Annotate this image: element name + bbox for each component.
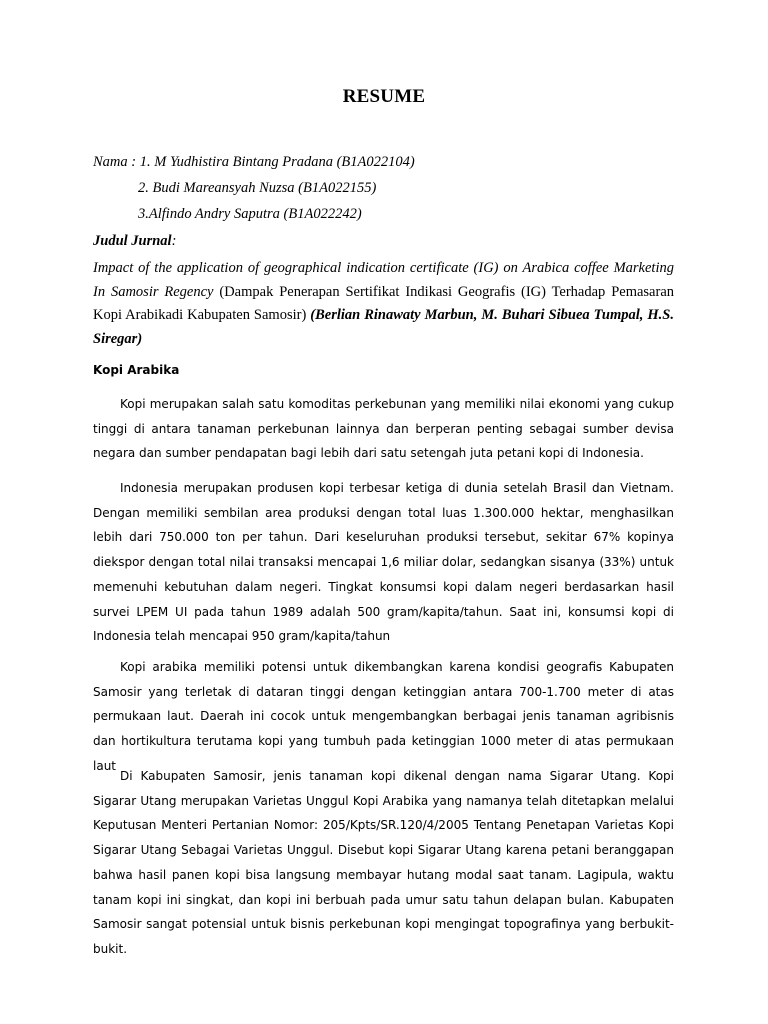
names-label: Nama : — [93, 154, 140, 170]
name-item-2: 2. Budi Mareansyah Nuzsa (B1A022155) — [138, 180, 377, 196]
paragraph-3: Kopi arabika memiliki potensi untuk dikembangkan karena kondisi geografis Kabupaten Samosir yang terletak di dataran tinggi dengan ketinggian antara 700-1.700 meter di atas permukaan laut. Daerah ini cocok untuk mengembangkan berbagai jenis tanaman agribisnis dan hortikultura terutama kopi yang tumbuh pada ketinggian 1000 meter di atas permukaan laut — [93, 660, 674, 773]
paragraph-4: Di Kabupaten Samosir, jenis tanaman kopi dikenal dengan nama Sigarar Utang. Kopi Sigarar Utang merupakan Varietas Unggul Kopi Arabika yang namanya telah ditetapkan melalui Keputusan Menteri Pertanian Nomor: 205/Kpts/SR.120/4/2005 Tentang Penetapan Varietas Kopi Sigarar Utang Sebagai Varietas Unggul. Disebut kopi Sigarar Utang karena petani beranggapan bahwa hasil panen kopi bisa langsung membayar hutang modal saat tanam. Lagipula, waktu tanam kopi ini singkat, dan kopi ini berbuah pada umur satu tahun delapan bulan. Kabupaten Samosir sangat potensial untuk bisnis perkebunan kopi mengingat topografinya yang berbukit-bukit. — [93, 769, 674, 956]
journal-title-english: Impact of the application of geographical indication certificate (IG) on Arabica coffee Marketing In Samosir Regency — [93, 260, 674, 300]
section-heading: Kopi Arabika — [93, 363, 180, 377]
name-item-1: 1. M Yudhistira Bintang Pradana (B1A022104) — [139, 154, 415, 170]
paragraph-1: Kopi merupakan salah satu komoditas perkebunan yang memiliki nilai ekonomi yang cukup tinggi di antara tanaman perkebunan lainnya dan berperan penting sebagai sumber devisa negara dan sumber pendapatan bagi lebih dari satu setengah juta petani kopi di Indonesia. — [93, 397, 674, 461]
journal-label: Judul Jurnal — [93, 233, 172, 249]
name-item-3: 3.Alfindo Andry Saputra (B1A022242) — [138, 206, 362, 222]
journal-title-indonesian: (Dampak Penerapan Sertifikat Indikasi Geografis (IG) Terhadap Pemasaran Kopi Arabikadi Kabupaten Samosir) — [93, 283, 675, 323]
page-title: RESUME — [342, 86, 426, 107]
journal-authors: (Berlian Rinawaty Marbun, M. Buhari Sibuea Tumpal, H.S. Siregar) — [93, 307, 674, 347]
paragraph-2: Indonesia merupakan produsen kopi terbesar ketiga di dunia setelah Brasil dan Vietnam. Dengan memiliki sembilan area produksi dengan total luas 1.300.000 hektar, menghasilkan lebih dari 750.000 ton per tahun. Dari keseluruhan produksi tersebut, sekitar 67% kopinya diekspor dengan total nilai transaksi mencapai 1,6 miliar dolar, sedangkan sisanya (33%) untuk memenuhi kebutuhan dalam negeri. Tingkat konsumsi kopi dalam negeri berdasarkan hasil survei LPEM UI pada tahun 1989 adalah 500 gram/kapita/tahun. Saat ini, konsumsi kopi di Indonesia telah mencapai 950 gram/kapita/tahun — [93, 481, 674, 644]
journal-label-line — [93, 233, 176, 250]
names-block-first — [93, 154, 415, 171]
journal-label-suffix: : — [171, 233, 177, 249]
journal-title-block — [93, 257, 674, 351]
